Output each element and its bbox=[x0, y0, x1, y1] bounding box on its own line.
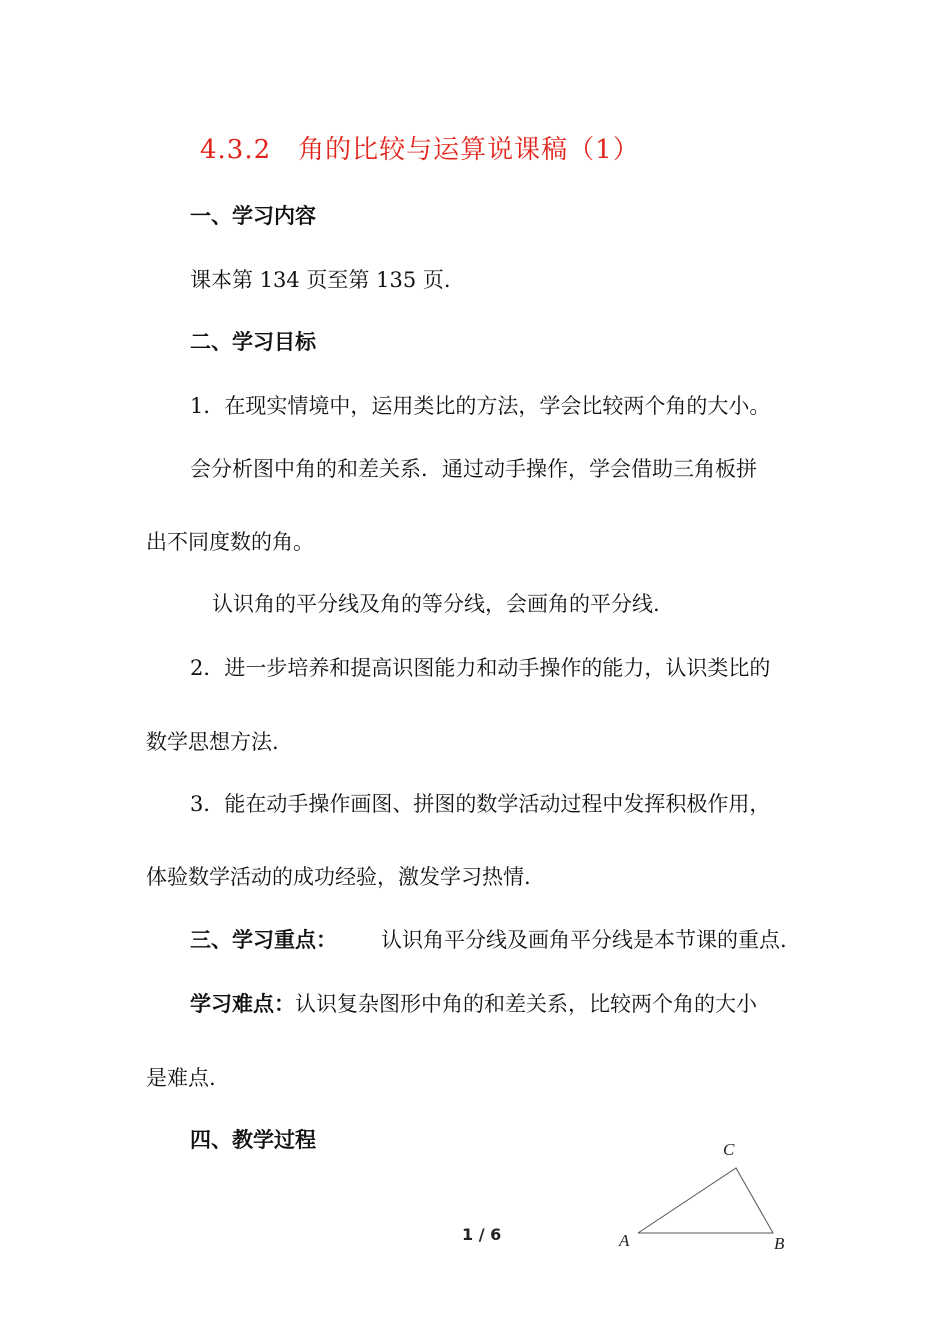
goal-3-line-2: 体验数学活动的成功经验，激发学习热情. bbox=[146, 865, 531, 889]
page-number: 1 / 6 bbox=[462, 1225, 502, 1244]
goal-1-line-1: 1．在现实情境中，运用类比的方法，学会比较两个角的大小。 bbox=[190, 394, 771, 418]
goal-1-line-3: 出不同度数的角。 bbox=[146, 530, 314, 554]
goal-1-line-2: 会分析图中角的和差关系．通过动手操作，学会借助三角板拼 bbox=[190, 457, 757, 481]
section-heading-key-point: 三、学习重点： bbox=[190, 928, 337, 952]
triangle-figure bbox=[600, 1130, 810, 1260]
goal-1-line-4: 认识角的平分线及角的等分线，会画角的平分线. bbox=[212, 592, 660, 616]
vertex-label-c: C bbox=[723, 1140, 735, 1159]
goal-3-line-1: 3．能在动手操作画图、拼图的数学活动过程中发挥积极作用， bbox=[190, 792, 771, 816]
key-point-paragraph bbox=[190, 926, 787, 954]
difficulty-paragraph bbox=[190, 990, 757, 1018]
key-point-text: 认识角平分线及画角平分线是本节课的重点. bbox=[381, 928, 787, 952]
section-heading-goals: 二、学习目标 bbox=[190, 330, 316, 354]
section-heading-content: 一、学习内容 bbox=[190, 204, 316, 228]
vertex-label-b: B bbox=[774, 1234, 785, 1253]
difficulty-text: 认识复杂图形中角的和差关系，比较两个角的大小 bbox=[295, 992, 757, 1016]
document-title: 4.3.2 角的比较与运算说课稿（1） bbox=[200, 135, 640, 165]
content-text: 课本第 134 页至第 135 页. bbox=[190, 268, 451, 292]
goal-2-line-2: 数学思想方法. bbox=[146, 730, 279, 754]
goal-2-line-1: 2．进一步培养和提高识图能力和动手操作的能力，认识类比的 bbox=[190, 656, 771, 680]
section-heading-process: 四、教学过程 bbox=[190, 1128, 316, 1152]
difficulty-label: 学习难点： bbox=[190, 992, 295, 1016]
difficulty-line-2: 是难点. bbox=[146, 1066, 216, 1090]
vertex-label-a: A bbox=[619, 1231, 630, 1250]
triangle-abc bbox=[638, 1168, 773, 1233]
